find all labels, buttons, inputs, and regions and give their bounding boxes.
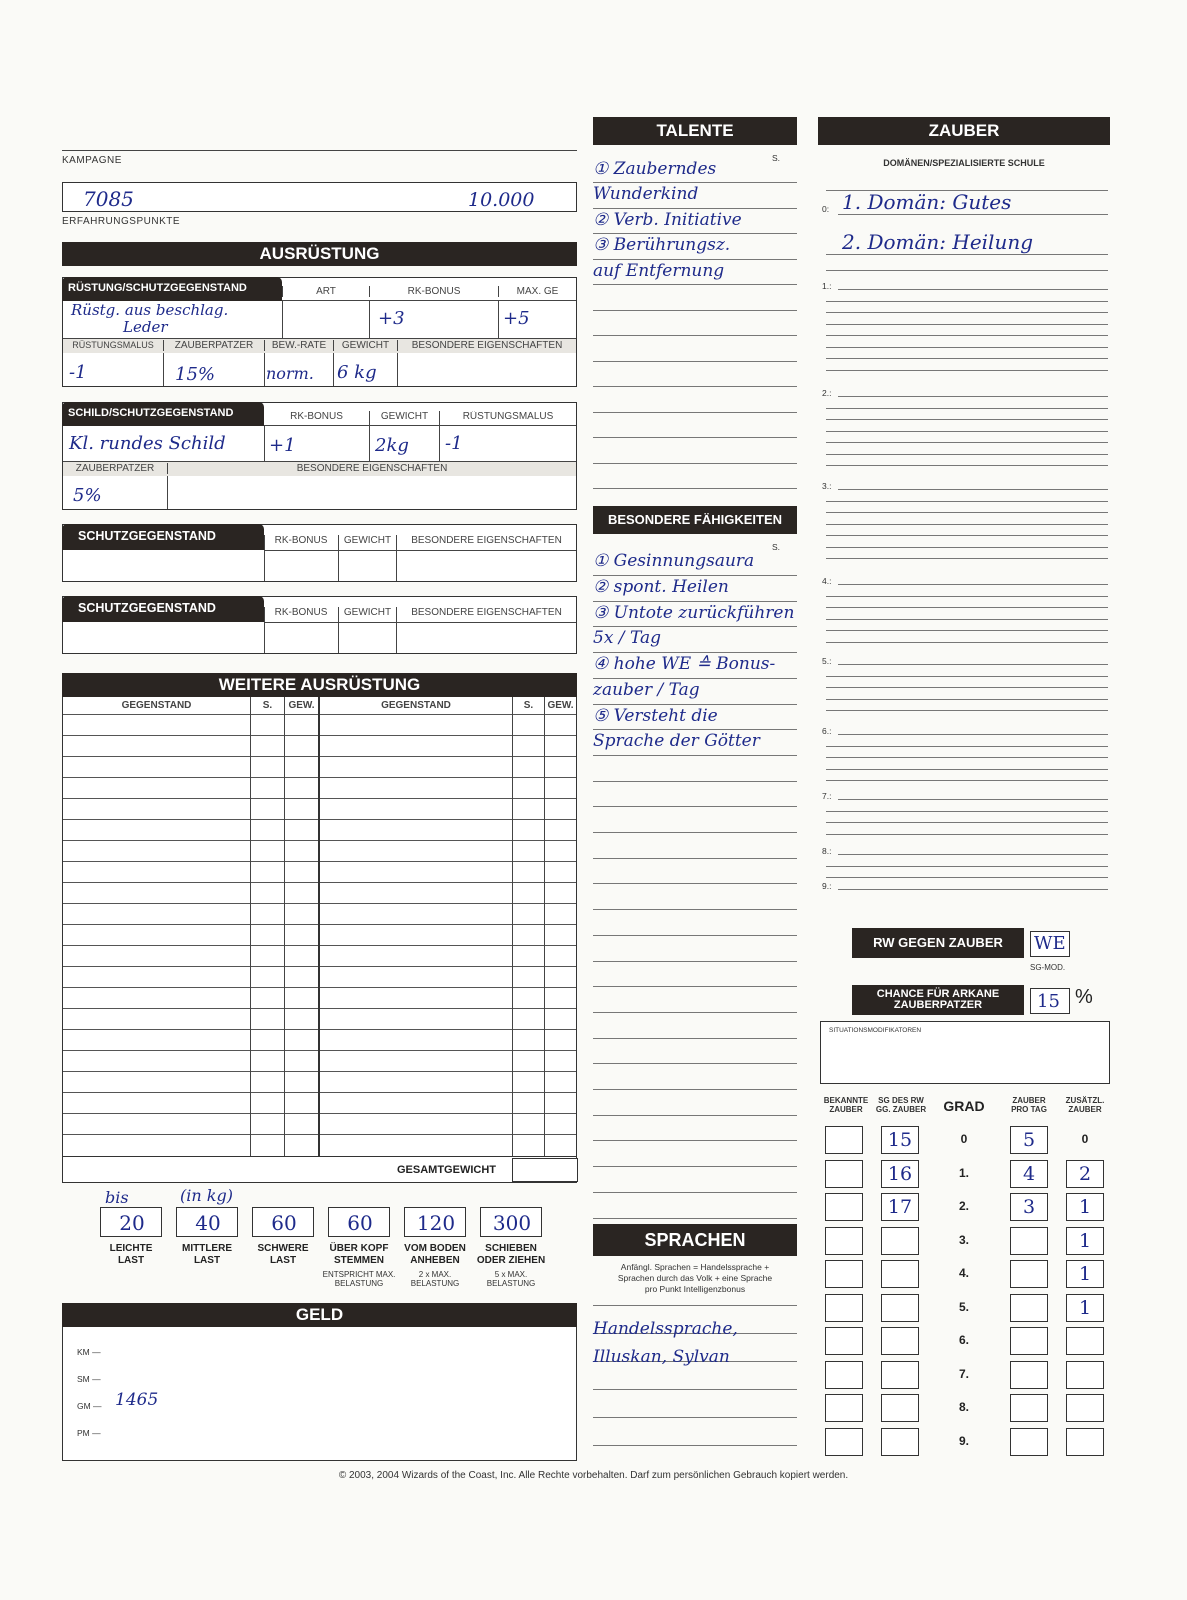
per-day-box[interactable] xyxy=(1010,1260,1048,1288)
per-day-value: 5 xyxy=(1022,1129,1036,1151)
bonus-value: 0 xyxy=(1081,1132,1089,1146)
armor-name-2: Leder xyxy=(123,318,168,336)
languages-list xyxy=(593,1305,797,1455)
protective-item-1-h-bes: BESONDERE EIGENSCHAFTEN xyxy=(396,535,576,546)
domain-0-label: 0: xyxy=(822,204,830,214)
spell-line[interactable] xyxy=(826,877,1108,878)
dc-value: 15 xyxy=(887,1129,913,1151)
spells-per-day-table xyxy=(820,1126,1112,1456)
load-sub: 5 x MAX. BELASTUNG xyxy=(486,1270,536,1288)
rule-line xyxy=(593,1115,797,1116)
load-box[interactable] xyxy=(100,1207,162,1237)
rule-line xyxy=(593,935,797,936)
bonus-box[interactable] xyxy=(1066,1428,1104,1456)
save-field[interactable] xyxy=(1030,931,1070,957)
arcane-label: CHANCE FÜR ARKANE ZAUBERPATZER xyxy=(852,985,1024,1015)
armor-maxge: +5 xyxy=(503,308,530,329)
load-caption: SCHWERE LAST xyxy=(257,1243,309,1266)
spell-line[interactable] xyxy=(826,811,1108,812)
rule-line xyxy=(593,310,797,311)
dc-box[interactable] xyxy=(881,1327,919,1355)
bonus-box[interactable] xyxy=(1066,1361,1104,1389)
spell-line[interactable] xyxy=(826,607,1108,608)
protective-item-2-h-gewicht: GEWICHT xyxy=(338,607,396,618)
spell-line[interactable] xyxy=(826,501,1108,502)
armor-h-art: ART xyxy=(282,286,369,297)
money-pm: PM — xyxy=(77,1428,101,1438)
handwritten-entry: ③ Berührungsz. xyxy=(593,235,731,255)
known-spells-box[interactable] xyxy=(825,1260,863,1288)
shield-h-gewicht: GEWICHT xyxy=(369,411,439,422)
money-header: GELD xyxy=(62,1303,577,1327)
grade-label: 0 xyxy=(960,1132,968,1146)
load-box[interactable] xyxy=(404,1207,466,1237)
armor-tab: RÜSTUNG/SCHUTZGEGENSTAND xyxy=(62,277,282,301)
rule-line xyxy=(593,704,797,705)
protective-item-1-tab: SCHUTZGEGENSTAND xyxy=(62,524,264,550)
rule-line xyxy=(593,488,797,489)
armor-h-maxge: MAX. GE xyxy=(498,286,576,297)
per-day-box[interactable] xyxy=(1010,1193,1048,1221)
rule-line xyxy=(593,1012,797,1013)
grade-label: 1. xyxy=(958,1165,969,1180)
bonus-box[interactable] xyxy=(1066,1394,1104,1422)
handwritten-entry: Sprache der Götter xyxy=(593,731,760,752)
languages-note: Anfängl. Sprachen = Handelssprache + Sprachen durch das Volk + eine Sprache pro Punkt Intelligenzbonus xyxy=(617,1262,773,1294)
spell-level-label: 4.: xyxy=(822,576,832,586)
protective-item-1-h-rk: RK-BONUS xyxy=(274,535,328,546)
spell-line[interactable] xyxy=(826,312,1108,313)
known-spells-box[interactable] xyxy=(825,1361,863,1389)
known-spells-box[interactable] xyxy=(825,1193,863,1221)
handwritten-entry: ② spont. Heilen xyxy=(593,577,729,597)
load-caption: SCHIEBEN ODER ZIEHEN xyxy=(476,1243,546,1266)
handwritten-entry: ② Verb. Initiative xyxy=(593,209,742,230)
load-value: 60 xyxy=(271,1211,297,1235)
load-value: 40 xyxy=(195,1211,221,1235)
dc-box[interactable] xyxy=(881,1294,919,1322)
load-value: 60 xyxy=(347,1211,373,1235)
armor-patzer: 15% xyxy=(175,364,216,385)
spell-line[interactable] xyxy=(826,834,1108,835)
rule-line xyxy=(593,208,797,209)
shield-h-malus: RÜSTUNGSMALUS xyxy=(439,411,576,422)
protective-item-1-h-gewicht: GEWICHT xyxy=(338,535,396,546)
per-day-value: 4 xyxy=(1022,1162,1036,1185)
h-page-left: S. xyxy=(250,700,284,711)
load-sub: 2 x MAX. BELASTUNG xyxy=(410,1270,460,1288)
spell-line[interactable] xyxy=(826,442,1108,443)
shield-h-rk: RK-BONUS xyxy=(290,411,343,422)
load-note-bis: bis xyxy=(105,1188,129,1207)
spell-line[interactable] xyxy=(826,301,1108,302)
rule-line xyxy=(593,832,797,833)
spell-line[interactable] xyxy=(826,558,1108,559)
dc-box[interactable] xyxy=(881,1193,919,1221)
xp-next: 10.000 xyxy=(468,189,535,211)
spell-line[interactable] xyxy=(826,408,1108,409)
save-value: WE xyxy=(1034,933,1066,954)
spell-line[interactable] xyxy=(826,780,1108,781)
armor-h-patzer: ZAUBERPATZER xyxy=(163,340,264,351)
rule-line xyxy=(593,463,797,464)
armor-h-bes: BESONDERE EIGENSCHAFTEN xyxy=(397,340,576,351)
bonus-box[interactable] xyxy=(1066,1260,1104,1288)
shield-name: Kl. rundes Schild xyxy=(69,433,226,454)
grade-label: 3. xyxy=(958,1232,969,1247)
load-value: 120 xyxy=(416,1211,456,1235)
armor-h-gewicht: GEWICHT xyxy=(333,340,397,351)
handwritten-entry: ⑤ Versteht die xyxy=(593,705,718,726)
special-abilities-header: BESONDERE FÄHIGKEITEN xyxy=(593,506,797,534)
situational-label: SITUATIONSMODIFIKATOREN xyxy=(829,1027,922,1034)
load-section xyxy=(62,1207,582,1302)
load-caption: ÜBER KOPF STEMMEN xyxy=(329,1243,389,1266)
rule-line xyxy=(593,1218,797,1219)
bonus-box[interactable] xyxy=(1066,1327,1104,1355)
language-line-2: Illuskan, Sylvan xyxy=(593,1347,730,1367)
grade-label: 9. xyxy=(958,1433,969,1448)
h-bonus: ZUSÄTZL. ZAUBER xyxy=(1065,1096,1105,1114)
armor-h-malus: RÜSTUNGSMALUS xyxy=(72,340,154,350)
spell-line[interactable] xyxy=(826,324,1108,325)
spell-line[interactable] xyxy=(826,512,1108,513)
rule-line xyxy=(593,386,797,387)
armor-block xyxy=(62,277,577,387)
equipment-header: AUSRÜSTUNG xyxy=(62,242,577,266)
spell-line[interactable] xyxy=(838,489,1108,490)
dc-box[interactable] xyxy=(881,1160,919,1188)
rule-line xyxy=(593,678,797,679)
per-day-value: 3 xyxy=(1022,1196,1036,1218)
bonus-box[interactable] xyxy=(1066,1294,1104,1322)
spell-line[interactable] xyxy=(838,889,1108,890)
grade-label: 6. xyxy=(958,1333,969,1347)
h-item-left: GEGENSTAND xyxy=(121,700,192,711)
spell-line[interactable] xyxy=(826,619,1108,620)
spell-line[interactable] xyxy=(826,746,1108,747)
spell-line[interactable] xyxy=(826,642,1108,643)
rule-line xyxy=(593,781,797,782)
per-day-box[interactable] xyxy=(1010,1361,1048,1389)
load-box[interactable] xyxy=(480,1207,542,1237)
spell-list xyxy=(818,170,1110,905)
handwritten-entry: ① Zauberndes xyxy=(593,158,717,179)
spell-line[interactable] xyxy=(826,769,1108,770)
shield-block xyxy=(62,402,577,510)
spell-line[interactable] xyxy=(826,431,1108,432)
total-weight-label: GESAMTGEWICHT xyxy=(397,1164,496,1176)
spell-level-label: 3.: xyxy=(822,481,832,491)
bonus-value: 2 xyxy=(1078,1162,1092,1185)
rule-line xyxy=(593,1038,797,1039)
rule-line xyxy=(593,755,797,756)
armor-bew: norm. xyxy=(266,364,314,383)
grade-label: 4. xyxy=(958,1266,969,1280)
feats-header: TALENTE xyxy=(593,117,797,145)
situational-box[interactable] xyxy=(820,1021,1110,1084)
spell-line[interactable] xyxy=(838,734,1108,735)
spell-line[interactable] xyxy=(826,547,1108,548)
rule-line xyxy=(593,284,797,285)
spell-level-label: 5.: xyxy=(822,656,832,666)
spell-line[interactable] xyxy=(826,866,1108,867)
grade-label: 2. xyxy=(958,1199,969,1213)
spell-level-label: 9.: xyxy=(822,881,832,891)
rule-line xyxy=(593,806,797,807)
shield-rk: +1 xyxy=(269,435,296,456)
load-caption: LEICHTE LAST xyxy=(109,1243,153,1266)
armor-rk: +3 xyxy=(378,308,405,329)
dc-box[interactable] xyxy=(881,1260,919,1288)
xp-field[interactable] xyxy=(62,182,577,212)
shield-h-bes: BESONDERE EIGENSCHAFTEN xyxy=(167,463,576,474)
rule-line xyxy=(593,858,797,859)
per-day-box[interactable] xyxy=(1010,1327,1048,1355)
rule-line xyxy=(593,1305,797,1306)
dc-box[interactable] xyxy=(881,1428,919,1456)
spell-line[interactable] xyxy=(826,822,1108,823)
spell-line[interactable] xyxy=(826,465,1108,466)
spell-line[interactable] xyxy=(838,584,1108,585)
load-value: 300 xyxy=(492,1211,532,1235)
dc-box[interactable] xyxy=(881,1227,919,1255)
spell-line[interactable] xyxy=(826,347,1108,348)
known-spells-box[interactable] xyxy=(825,1327,863,1355)
h-page-right: S. xyxy=(512,700,544,711)
load-note-unit: (in kg) xyxy=(180,1186,233,1205)
abilities-list xyxy=(593,545,797,1220)
armor-h-bew: BEW.-RATE xyxy=(264,340,333,351)
rule-line xyxy=(593,575,797,576)
spell-line[interactable] xyxy=(826,370,1108,371)
rule-line xyxy=(593,601,797,602)
spell-line[interactable] xyxy=(826,535,1108,536)
per-day-box[interactable] xyxy=(1010,1160,1048,1188)
spell-level-label: 6.: xyxy=(822,726,832,736)
load-value: 20 xyxy=(119,1211,145,1235)
spell-level-label: 8.: xyxy=(822,846,832,856)
handwritten-entry: ③ Untote zurückführen xyxy=(593,602,795,623)
known-spells-box[interactable] xyxy=(825,1428,863,1456)
dc-box[interactable] xyxy=(881,1126,919,1154)
spell-line[interactable] xyxy=(826,676,1108,677)
rule-line xyxy=(593,1063,797,1064)
money-block xyxy=(62,1303,577,1461)
h-grade: GRAD xyxy=(943,1098,985,1114)
bonus-box[interactable] xyxy=(1066,1227,1104,1255)
protective-item-2 xyxy=(62,596,577,654)
domain-2: 2. Domän: Heilung xyxy=(842,230,1034,254)
spells-header: ZAUBER xyxy=(818,117,1110,145)
spell-line[interactable] xyxy=(826,419,1108,420)
rule-line xyxy=(593,335,797,336)
h-item-right: GEGENSTAND xyxy=(318,700,512,711)
grade-label: 7. xyxy=(958,1366,969,1381)
known-spells-box[interactable] xyxy=(825,1294,863,1322)
rule-line xyxy=(593,1140,797,1141)
rule-line xyxy=(593,1389,797,1390)
rule-line xyxy=(593,1089,797,1090)
handwritten-entry: Wunderkind xyxy=(593,184,699,204)
arcane-field[interactable] xyxy=(1030,988,1070,1014)
spell-line[interactable] xyxy=(838,664,1108,665)
bonus-box[interactable] xyxy=(1066,1193,1104,1221)
spell-line[interactable] xyxy=(838,854,1108,855)
grade-label: 5. xyxy=(958,1299,969,1314)
rule-line xyxy=(593,182,797,183)
money-gm: GM — xyxy=(77,1401,102,1411)
more-equipment-header: WEITERE AUSRÜSTUNG xyxy=(62,673,577,697)
handwritten-entry: 5x / Tag xyxy=(593,628,661,649)
shield-tab: SCHILD/SCHUTZGEGENSTAND xyxy=(62,402,264,426)
dc-value: 16 xyxy=(887,1162,913,1185)
handwritten-entry: ① Gesinnungsaura xyxy=(593,551,755,572)
shield-patzer: 5% xyxy=(73,485,102,506)
bonus-box[interactable] xyxy=(1066,1160,1104,1188)
copyright-footer: © 2003, 2004 Wizards of the Coast, Inc. Alle Rechte vorbehalten. Darf zum persönlichen Gebrauch kopiert werden. xyxy=(338,1470,849,1481)
campaign-line xyxy=(62,150,577,151)
money-gm-value: 1465 xyxy=(115,1390,159,1410)
load-box[interactable] xyxy=(252,1207,314,1237)
rule-line xyxy=(593,729,797,730)
handwritten-entry: auf Entfernung xyxy=(593,260,725,281)
shield-h-patzer: ZAUBERPATZER xyxy=(75,463,155,474)
rule-line xyxy=(593,883,797,884)
dc-box[interactable] xyxy=(881,1394,919,1422)
armor-h-rk: RK-BONUS xyxy=(369,286,498,297)
domain-1: 1. Domän: Gutes xyxy=(842,190,1012,214)
campaign-label: KAMPAGNE xyxy=(62,155,122,166)
total-weight-field[interactable] xyxy=(512,1158,578,1182)
languages-header: SPRACHEN xyxy=(593,1224,797,1256)
xp-current: 7085 xyxy=(83,187,134,211)
shield-malus: -1 xyxy=(445,433,463,454)
protective-item-2-h-bes: BESONDERE EIGENSCHAFTEN xyxy=(396,607,576,618)
handwritten-entry: zauber / Tag xyxy=(593,679,700,700)
bonus-value: 1 xyxy=(1078,1263,1092,1285)
more-equipment-table xyxy=(62,673,577,1183)
money-sm: SM — xyxy=(77,1374,101,1384)
rule-line xyxy=(593,961,797,962)
h-perday: ZAUBER PRO TAG xyxy=(1011,1096,1047,1114)
load-box[interactable] xyxy=(176,1207,238,1237)
rule-line xyxy=(593,1417,797,1418)
rule-line xyxy=(593,361,797,362)
load-sub: ENTSPRICHT MAX. BELASTUNG xyxy=(322,1270,396,1288)
bonus-value: 1 xyxy=(1078,1229,1092,1252)
spell-line[interactable] xyxy=(838,289,1108,290)
feats-list xyxy=(593,155,797,495)
rule-line xyxy=(593,909,797,910)
per-day-box[interactable] xyxy=(1010,1294,1048,1322)
spell-level-label: 7.: xyxy=(822,791,832,801)
arcane-unit: % xyxy=(1075,986,1093,1008)
feats-page-label: S. xyxy=(772,153,781,163)
spell-line[interactable] xyxy=(826,699,1108,700)
rule-line xyxy=(593,437,797,438)
handwritten-entry: ④ hohe WE ≙ Bonus- xyxy=(593,654,776,675)
rule-line xyxy=(593,1192,797,1193)
protective-item-2-tab: SCHUTZGEGENSTAND xyxy=(62,596,264,622)
bonus-value: 1 xyxy=(1078,1296,1092,1319)
h-weight-right: GEW. xyxy=(544,700,576,711)
spell-level-label: 1.: xyxy=(822,281,832,291)
arcane-value: 15 xyxy=(1037,991,1060,1012)
shield-gewicht: 2kg xyxy=(375,435,409,456)
load-caption: MITTLERE LAST xyxy=(182,1243,232,1266)
grade-label: 8. xyxy=(958,1400,969,1414)
known-spells-box[interactable] xyxy=(825,1394,863,1422)
known-spells-box[interactable] xyxy=(825,1126,863,1154)
xp-label: ERFAHRUNGSPUNKTE xyxy=(62,216,181,227)
spell-line[interactable] xyxy=(838,396,1108,397)
per-day-box[interactable] xyxy=(1010,1126,1048,1154)
rule-line xyxy=(593,412,797,413)
per-day-box[interactable] xyxy=(1010,1394,1048,1422)
spell-line[interactable] xyxy=(826,454,1108,455)
spell-line[interactable] xyxy=(826,335,1108,336)
armor-name-1: Rüstg. aus beschlag. xyxy=(71,301,229,319)
spell-line[interactable] xyxy=(838,799,1108,800)
language-line-1: Handelssprache, xyxy=(593,1319,738,1339)
dc-value: 17 xyxy=(887,1196,913,1218)
armor-gewicht: 6 kg xyxy=(337,362,377,383)
load-box[interactable] xyxy=(328,1207,390,1237)
per-day-box[interactable] xyxy=(1010,1227,1048,1255)
save-sub: SG-MOD. xyxy=(1030,963,1066,972)
spell-line[interactable] xyxy=(826,710,1108,711)
h-weight-left: GEW. xyxy=(284,700,318,711)
money-km: KM — xyxy=(77,1347,101,1357)
spell-line[interactable] xyxy=(826,630,1108,631)
abilities-page-label: S. xyxy=(772,542,781,552)
rule-line xyxy=(593,1166,797,1167)
load-caption: VOM BODEN ANHEBEN xyxy=(404,1243,466,1266)
armor-malus: -1 xyxy=(69,362,87,383)
domains-label: DOMÄNEN/SPEZIALISIERTE SCHULE xyxy=(883,158,1045,168)
rule-line xyxy=(593,626,797,627)
per-day-box[interactable] xyxy=(1010,1428,1048,1456)
bonus-value: 1 xyxy=(1078,1196,1092,1218)
spell-line[interactable] xyxy=(826,687,1108,688)
spell-line[interactable] xyxy=(826,358,1108,359)
protective-item-2-h-rk: RK-BONUS xyxy=(274,607,328,618)
spell-line[interactable] xyxy=(826,757,1108,758)
dc-box[interactable] xyxy=(881,1361,919,1389)
h-dc: SG DES RW GG. ZAUBER xyxy=(875,1096,927,1114)
spell-line[interactable] xyxy=(826,596,1108,597)
h-known: BEKANNTE ZAUBER xyxy=(823,1096,869,1114)
rule-line xyxy=(593,233,797,234)
spell-level-label: 2.: xyxy=(822,388,832,398)
rule-line xyxy=(593,986,797,987)
save-label: RW GEGEN ZAUBER xyxy=(852,928,1024,958)
rule-line xyxy=(593,1445,797,1446)
protective-item-1 xyxy=(62,524,577,582)
known-spells-box[interactable] xyxy=(825,1227,863,1255)
rule-line xyxy=(593,259,797,260)
rule-line xyxy=(593,652,797,653)
spell-line[interactable] xyxy=(826,524,1108,525)
known-spells-box[interactable] xyxy=(825,1160,863,1188)
